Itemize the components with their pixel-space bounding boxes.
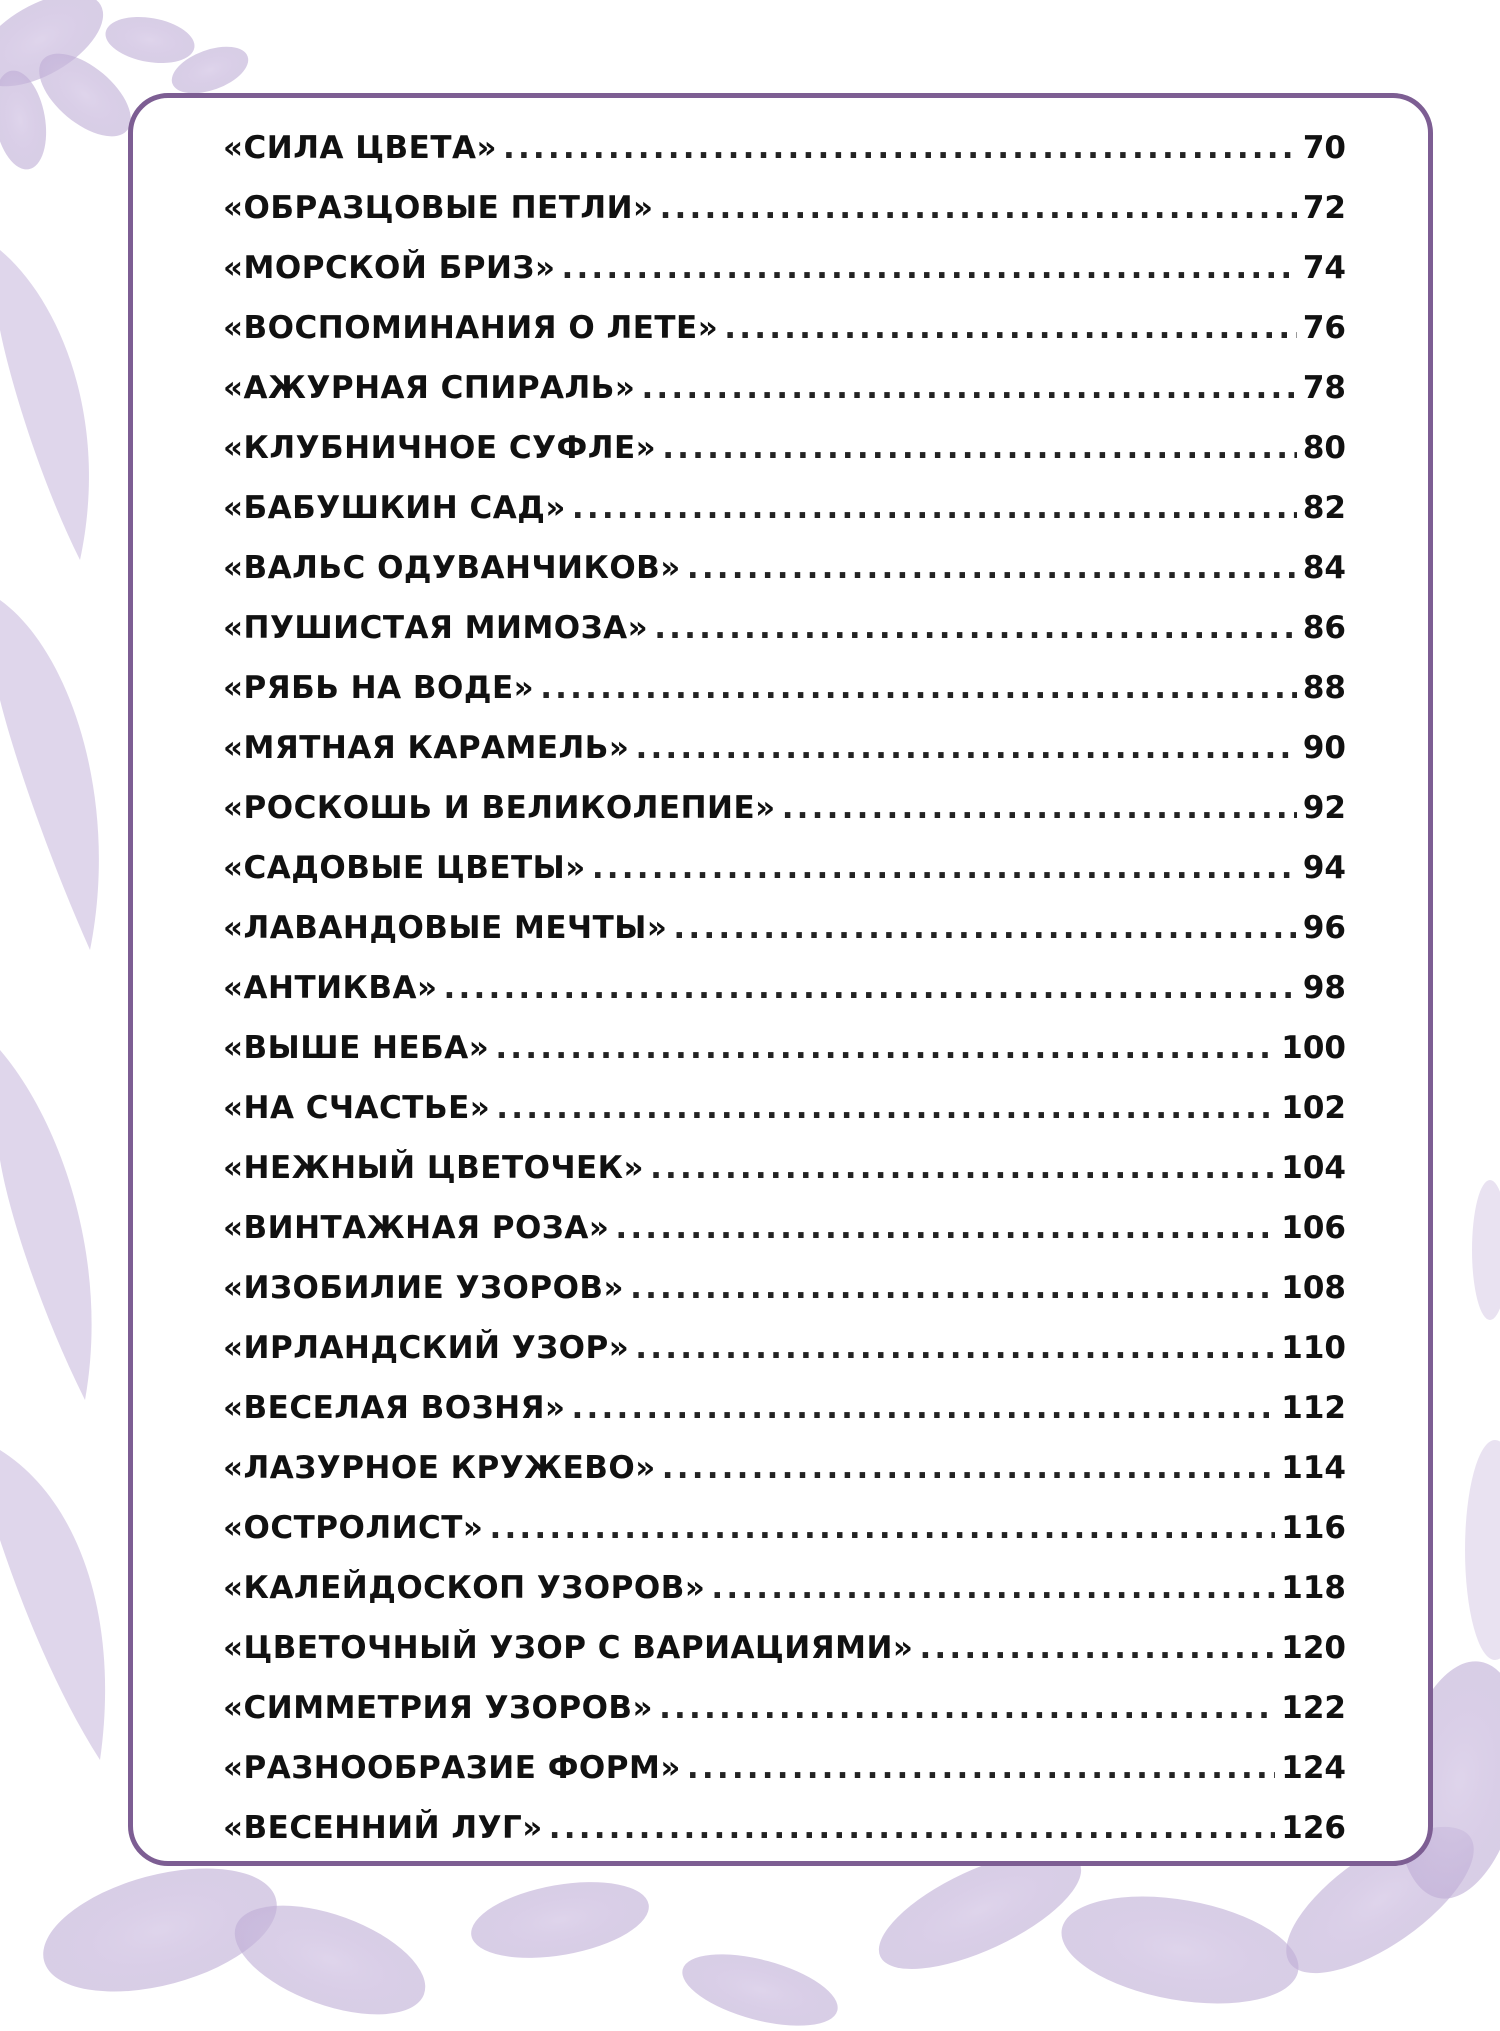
toc-entry[interactable]: [223, 178, 1346, 238]
toc-entry-title: «НА СЧАСТЬЕ»: [223, 1090, 491, 1126]
toc-entry-page-number: 84: [1302, 550, 1346, 586]
toc-entry[interactable]: [223, 598, 1346, 658]
dot-leader: [572, 478, 1297, 538]
petals-right: [1465, 1180, 1500, 1660]
toc-entry[interactable]: [223, 658, 1346, 718]
toc-entry[interactable]: [223, 1258, 1346, 1318]
toc-entry[interactable]: [223, 838, 1346, 898]
toc-entry-page-number: 94: [1302, 850, 1346, 886]
toc-entry-page-number: 122: [1281, 1690, 1346, 1726]
dot-leader: [540, 658, 1297, 718]
dot-leader: [503, 118, 1297, 178]
dot-leader: [782, 778, 1297, 838]
dot-leader: [687, 1738, 1275, 1798]
toc-entry-page-number: 76: [1302, 310, 1346, 346]
dot-leader: [662, 418, 1297, 478]
table-of-contents-panel: [128, 93, 1433, 1866]
dot-leader: [650, 1138, 1275, 1198]
dot-leader: [496, 1078, 1275, 1138]
toc-list: [223, 118, 1346, 1858]
toc-entry[interactable]: [223, 1498, 1346, 1558]
dot-leader: [659, 1678, 1275, 1738]
toc-entry-page-number: 72: [1302, 190, 1346, 226]
toc-entry[interactable]: [223, 1198, 1346, 1258]
toc-entry[interactable]: [223, 298, 1346, 358]
toc-entry[interactable]: [223, 898, 1346, 958]
toc-entry-title: «ОСТРОЛИСТ»: [223, 1510, 484, 1546]
toc-entry-page-number: 120: [1281, 1630, 1346, 1666]
toc-entry-title: «ЛАВАНДОВЫЕ МЕЧТЫ»: [223, 910, 668, 946]
toc-entry-title: «ЛАЗУРНОЕ КРУЖЕВО»: [223, 1450, 656, 1486]
dot-leader: [549, 1798, 1276, 1858]
toc-entry-page-number: 116: [1281, 1510, 1346, 1546]
toc-entry-title: «РАЗНООБРАЗИЕ ФОРМ»: [223, 1750, 681, 1786]
toc-entry-title: «ВЫШЕ НЕБА»: [223, 1030, 490, 1066]
toc-entry-page-number: 110: [1281, 1330, 1346, 1366]
toc-entry-page-number: 90: [1302, 730, 1346, 766]
leaves-left: [0, 250, 105, 1760]
dot-leader: [635, 1318, 1275, 1378]
toc-entry[interactable]: [223, 1378, 1346, 1438]
toc-entry-page-number: 100: [1281, 1030, 1346, 1066]
dot-leader: [673, 898, 1296, 958]
toc-entry[interactable]: [223, 718, 1346, 778]
toc-entry-page-number: 74: [1302, 250, 1346, 286]
toc-entry-title: «РЯБЬ НА ВОДЕ»: [223, 670, 535, 706]
toc-entry[interactable]: [223, 1318, 1346, 1378]
toc-entry[interactable]: [223, 1738, 1346, 1798]
toc-entry-title: «ИРЛАНДСКИЙ УЗОР»: [223, 1330, 630, 1366]
dot-leader: [495, 1018, 1275, 1078]
toc-entry[interactable]: [223, 478, 1346, 538]
toc-entry[interactable]: [223, 1438, 1346, 1498]
toc-entry[interactable]: [223, 1618, 1346, 1678]
toc-entry[interactable]: [223, 778, 1346, 838]
toc-entry-page-number: 106: [1281, 1210, 1346, 1246]
toc-entry[interactable]: [223, 1558, 1346, 1618]
toc-entry-title: «КЛУБНИЧНОЕ СУФЛЕ»: [223, 430, 657, 466]
dot-leader: [572, 1378, 1276, 1438]
toc-entry-page-number: 70: [1302, 130, 1346, 166]
toc-entry-page-number: 78: [1302, 370, 1346, 406]
dot-leader: [654, 598, 1297, 658]
dot-leader: [641, 358, 1296, 418]
toc-entry-title: «ВОСПОМИНАНИЯ О ЛЕТЕ»: [223, 310, 719, 346]
dot-leader: [592, 838, 1297, 898]
toc-entry-title: «КАЛЕЙДОСКОП УЗОРОВ»: [223, 1570, 706, 1606]
toc-entry-page-number: 82: [1302, 490, 1346, 526]
toc-entry-page-number: 112: [1281, 1390, 1346, 1426]
toc-entry-page-number: 96: [1302, 910, 1346, 946]
toc-entry-page-number: 98: [1302, 970, 1346, 1006]
toc-entry[interactable]: [223, 238, 1346, 298]
toc-entry-page-number: 118: [1281, 1570, 1346, 1606]
toc-entry-title: «ВАЛЬС ОДУВАНЧИКОВ»: [223, 550, 681, 586]
toc-entry[interactable]: [223, 1678, 1346, 1738]
toc-entry[interactable]: [223, 118, 1346, 178]
toc-entry-title: «АНТИКВА»: [223, 970, 438, 1006]
toc-entry-title: «ВИНТАЖНАЯ РОЗА»: [223, 1210, 610, 1246]
toc-entry-page-number: 108: [1281, 1270, 1346, 1306]
toc-entry-page-number: 104: [1281, 1150, 1346, 1186]
dot-leader: [662, 1438, 1276, 1498]
dot-leader: [711, 1558, 1275, 1618]
toc-entry-title: «БАБУШКИН САД»: [223, 490, 566, 526]
toc-entry-title: «ИЗОБИЛИЕ УЗОРОВ»: [223, 1270, 625, 1306]
dot-leader: [444, 958, 1297, 1018]
toc-entry-title: «АЖУРНАЯ СПИРАЛЬ»: [223, 370, 636, 406]
toc-entry-title: «ВЕСЕННИЙ ЛУГ»: [223, 1810, 543, 1846]
dot-leader: [630, 1258, 1275, 1318]
dot-leader: [615, 1198, 1275, 1258]
toc-entry-title: «САДОВЫЕ ЦВЕТЫ»: [223, 850, 586, 886]
toc-entry[interactable]: [223, 958, 1346, 1018]
toc-entry-title: «РОСКОШЬ И ВЕЛИКОЛЕПИЕ»: [223, 790, 776, 826]
toc-entry-page-number: 92: [1302, 790, 1346, 826]
toc-entry-page-number: 124: [1281, 1750, 1346, 1786]
toc-entry-page-number: 80: [1302, 430, 1346, 466]
toc-entry-title: «ПУШИСТАЯ МИМОЗА»: [223, 610, 649, 646]
toc-entry[interactable]: [223, 358, 1346, 418]
dot-leader: [489, 1498, 1275, 1558]
toc-entry[interactable]: [223, 1798, 1346, 1858]
toc-entry-page-number: 126: [1281, 1810, 1346, 1846]
toc-entry-page-number: 86: [1302, 610, 1346, 646]
toc-entry-title: «ОБРАЗЦОВЫЕ ПЕТЛИ»: [223, 190, 654, 226]
dot-leader: [687, 538, 1297, 598]
dot-leader: [635, 718, 1296, 778]
toc-entry-page-number: 88: [1302, 670, 1346, 706]
toc-entry-title: «СИММЕТРИЯ УЗОРОВ»: [223, 1690, 654, 1726]
dot-leader: [660, 178, 1297, 238]
toc-entry-title: «НЕЖНЫЙ ЦВЕТОЧЕК»: [223, 1150, 645, 1186]
toc-entry-title: «МОРСКОЙ БРИЗ»: [223, 250, 556, 286]
toc-entry[interactable]: [223, 1018, 1346, 1078]
toc-entry[interactable]: [223, 418, 1346, 478]
toc-entry[interactable]: [223, 538, 1346, 598]
toc-entry[interactable]: [223, 1138, 1346, 1198]
toc-entry-title: «МЯТНАЯ КАРАМЕЛЬ»: [223, 730, 630, 766]
toc-entry-title: «ВЕСЕЛАЯ ВОЗНЯ»: [223, 1390, 566, 1426]
toc-entry[interactable]: [223, 1078, 1346, 1138]
dot-leader: [724, 298, 1297, 358]
toc-entry-page-number: 114: [1281, 1450, 1346, 1486]
toc-entry-page-number: 102: [1281, 1090, 1346, 1126]
toc-entry-title: «ЦВЕТОЧНЫЙ УЗОР С ВАРИАЦИЯМИ»: [223, 1630, 914, 1666]
toc-entry-title: «СИЛА ЦВЕТА»: [223, 130, 497, 166]
dot-leader: [561, 238, 1296, 298]
dot-leader: [919, 1618, 1275, 1678]
